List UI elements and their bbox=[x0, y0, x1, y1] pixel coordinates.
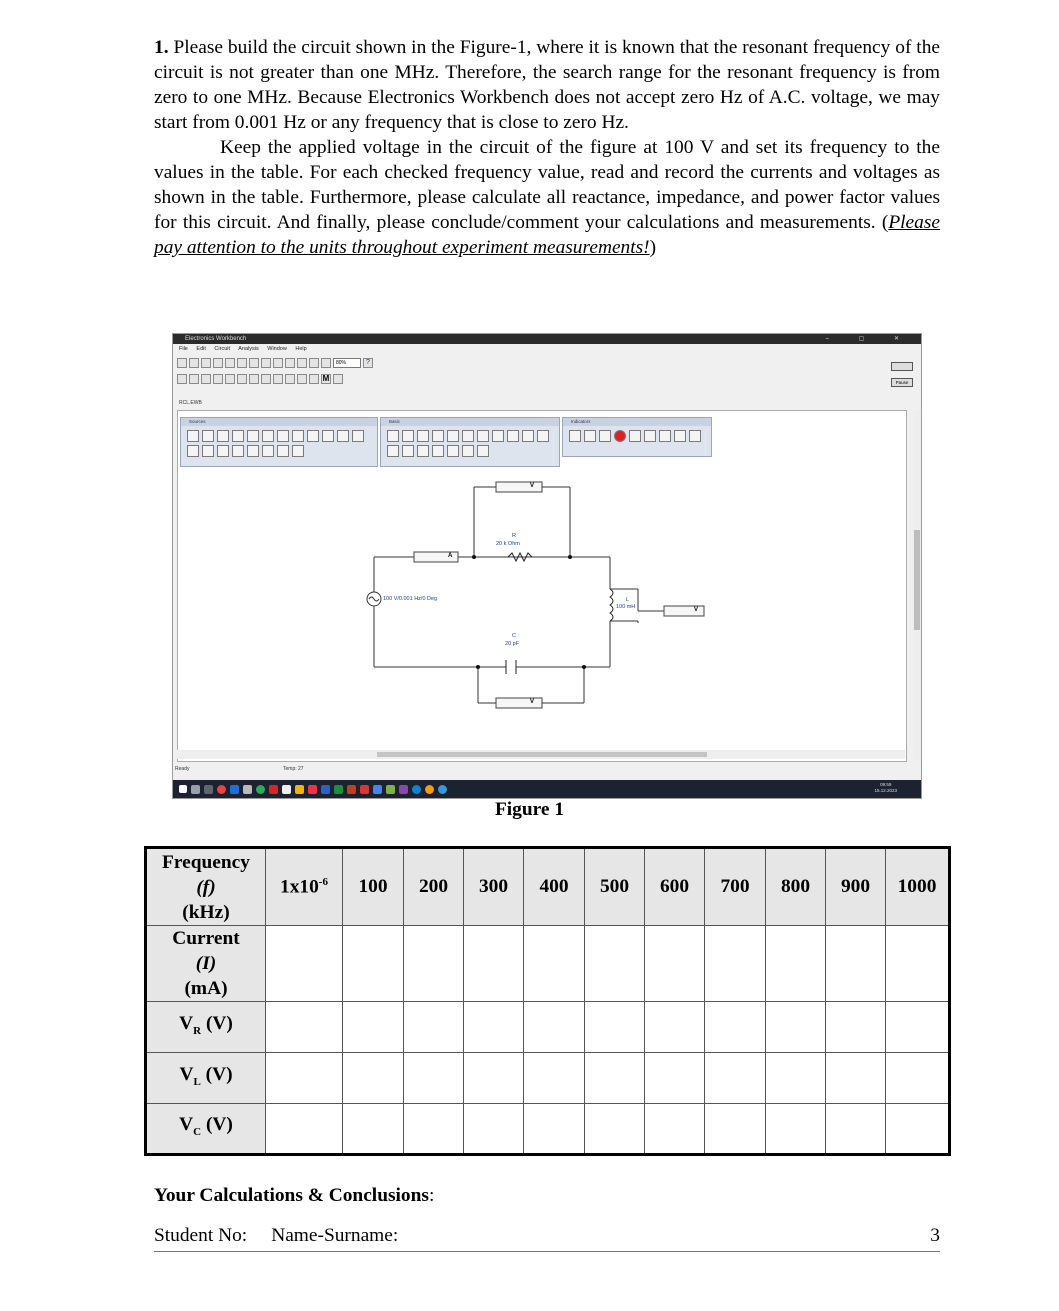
vl-input-cell[interactable] bbox=[266, 1053, 343, 1104]
voltmeter-c-label: V bbox=[530, 699, 535, 705]
menu-circuit[interactable]: Circuit bbox=[214, 346, 231, 352]
help-icon[interactable]: ? bbox=[363, 358, 373, 368]
start-icon[interactable] bbox=[179, 785, 187, 793]
app-icon-12[interactable] bbox=[425, 785, 434, 794]
menu-edit[interactable]: Edit bbox=[196, 346, 206, 352]
app-icon-6[interactable] bbox=[295, 785, 304, 794]
app-icon-9[interactable] bbox=[373, 785, 382, 794]
analog-ic-icon[interactable] bbox=[237, 374, 247, 384]
app-icon-3[interactable] bbox=[256, 785, 265, 794]
digital-ic-icon[interactable] bbox=[261, 374, 271, 384]
search-icon[interactable] bbox=[191, 785, 200, 794]
parts-bin-icon[interactable] bbox=[177, 374, 187, 384]
app-title-bar bbox=[173, 334, 921, 344]
vr-input-cell[interactable] bbox=[886, 1002, 950, 1053]
current-input-cell[interactable] bbox=[524, 926, 585, 1002]
temperature-text: Temp: 27 bbox=[283, 766, 304, 772]
app-icon-13[interactable] bbox=[438, 785, 447, 794]
vc-input-cell[interactable] bbox=[404, 1104, 464, 1155]
app-icon-4[interactable] bbox=[269, 785, 278, 794]
zoom-in-icon[interactable] bbox=[309, 358, 319, 368]
circuit-filename: RCL.EWB bbox=[179, 400, 202, 406]
inductor-value: 100 mH bbox=[616, 604, 636, 610]
flip-icon[interactable] bbox=[273, 358, 283, 368]
menu-bar bbox=[173, 344, 921, 354]
vl-input-cell[interactable] bbox=[585, 1053, 645, 1104]
clock-date: 15.12.2023 bbox=[874, 788, 897, 793]
conclusions-heading: Your Calculations & Conclusions: bbox=[154, 1185, 435, 1206]
app-icon-8[interactable] bbox=[321, 785, 330, 794]
instruction-paragraph-2: Keep the applied voltage in the circuit of the figure at 100 V and set its frequency to the values in the table. For each checked frequency value, read and record the currents and voltages as shown in the table. Furthermore, please calculate all reactance, impedance, and power factor values for this circuit. And finally, please conclude/comment your calculations and measurements. ( bbox=[154, 137, 940, 233]
current-input-cell[interactable] bbox=[464, 926, 524, 1002]
vc-input-cell[interactable] bbox=[266, 1104, 343, 1155]
basic-palette-title: Basic bbox=[381, 418, 559, 426]
figure-caption: Figure 1 bbox=[494, 799, 565, 820]
instruments-icon[interactable] bbox=[333, 374, 343, 384]
chrome-icon[interactable] bbox=[217, 785, 226, 794]
powerpoint-icon[interactable] bbox=[347, 785, 356, 794]
logic-gates-icon[interactable] bbox=[273, 374, 283, 384]
page-number: 3 bbox=[930, 1225, 940, 1246]
sources-palette-title: Sources bbox=[181, 418, 377, 426]
print-icon[interactable] bbox=[213, 358, 223, 368]
vl-input-cell[interactable] bbox=[766, 1053, 826, 1104]
vr-input-cell[interactable] bbox=[645, 1002, 705, 1053]
current-input-cell[interactable] bbox=[343, 926, 404, 1002]
vr-input-cell[interactable] bbox=[766, 1002, 826, 1053]
vl-input-cell[interactable] bbox=[343, 1053, 404, 1104]
graph-icon[interactable] bbox=[297, 358, 307, 368]
vl-input-cell[interactable] bbox=[464, 1053, 524, 1104]
open-file-icon[interactable] bbox=[189, 358, 199, 368]
vertical-scrollbar[interactable] bbox=[913, 410, 921, 760]
current-input-cell[interactable] bbox=[826, 926, 886, 1002]
copy-icon[interactable] bbox=[237, 358, 247, 368]
app-icon-7[interactable] bbox=[308, 785, 317, 794]
menu-window[interactable]: Window bbox=[267, 346, 287, 352]
vc-header: $V_C$ (V) bbox=[146, 1104, 266, 1155]
page-footer bbox=[154, 1225, 940, 1252]
current-input-cell[interactable] bbox=[886, 926, 950, 1002]
digital-icon[interactable] bbox=[285, 374, 295, 384]
instruction-text bbox=[154, 35, 940, 260]
inductor-symbol bbox=[610, 589, 613, 621]
workbench-screenshot bbox=[172, 333, 922, 799]
vr-header: $V_R$ (V) bbox=[146, 1002, 266, 1053]
menu-analysis[interactable]: Analysis bbox=[238, 346, 259, 352]
vr-input-cell[interactable] bbox=[266, 1002, 343, 1053]
voltmeter-r bbox=[496, 482, 542, 492]
vr-input-cell[interactable] bbox=[464, 1002, 524, 1053]
freq-cell: 500 bbox=[585, 848, 645, 926]
resistor-value: 20 k Ohm bbox=[496, 541, 520, 547]
vr-input-cell[interactable] bbox=[343, 1002, 404, 1053]
inductor-name: L bbox=[626, 597, 630, 603]
current-input-cell[interactable] bbox=[585, 926, 645, 1002]
mixed-ic-icon[interactable] bbox=[249, 374, 259, 384]
vl-input-cell[interactable] bbox=[826, 1053, 886, 1104]
horizontal-scrollbar[interactable] bbox=[177, 750, 905, 759]
zoom-out-icon[interactable] bbox=[321, 358, 331, 368]
current-input-cell[interactable] bbox=[266, 926, 343, 1002]
status-text: Ready bbox=[175, 766, 190, 772]
vr-input-cell[interactable] bbox=[524, 1002, 585, 1053]
vl-input-cell[interactable] bbox=[705, 1053, 766, 1104]
freq-cell: 900 bbox=[826, 848, 886, 926]
freq-cell: 1000 bbox=[886, 848, 950, 926]
app-icon-2[interactable] bbox=[243, 785, 252, 794]
indicators-palette-title: Indicators bbox=[563, 418, 711, 426]
current-input-cell[interactable] bbox=[766, 926, 826, 1002]
vc-input-cell[interactable] bbox=[645, 1104, 705, 1155]
vl-input-cell[interactable] bbox=[645, 1053, 705, 1104]
rotate-icon[interactable] bbox=[261, 358, 271, 368]
current-input-cell[interactable] bbox=[645, 926, 705, 1002]
units-note: Please pay attention to the units throughout experiment measurements! bbox=[154, 212, 940, 258]
vc-input-cell[interactable] bbox=[705, 1104, 766, 1155]
vr-input-cell[interactable] bbox=[826, 1002, 886, 1053]
vc-input-cell[interactable] bbox=[464, 1104, 524, 1155]
excel-icon[interactable] bbox=[334, 785, 343, 794]
name-surname-label: Name-Surname: bbox=[271, 1225, 399, 1246]
voltmeter-r-label: V bbox=[530, 483, 535, 489]
vc-input-cell[interactable] bbox=[826, 1104, 886, 1155]
app-icon-10[interactable] bbox=[386, 785, 395, 794]
app-icon-5[interactable] bbox=[282, 785, 291, 794]
freq-cell: 600 bbox=[645, 848, 705, 926]
freq-cell: 100 bbox=[343, 848, 404, 926]
measurement-table bbox=[144, 846, 951, 1156]
vr-input-cell[interactable] bbox=[705, 1002, 766, 1053]
vl-input-cell[interactable] bbox=[886, 1053, 950, 1104]
window-controls[interactable]: – ▢ ✕ bbox=[825, 336, 913, 342]
toolbar-parts bbox=[177, 372, 917, 386]
sources-icon[interactable] bbox=[189, 374, 199, 384]
circuit-diagram bbox=[178, 411, 906, 761]
task-view-icon[interactable] bbox=[204, 785, 213, 794]
app-title: Electronics Workbench bbox=[185, 336, 247, 342]
edge-icon[interactable] bbox=[412, 785, 421, 794]
freq-cell: $1x10^{-6}$ bbox=[266, 848, 343, 926]
instruction-paragraph-2-end: ) bbox=[649, 237, 657, 258]
frequency-row bbox=[146, 848, 950, 926]
misc-icon[interactable]: M bbox=[322, 374, 330, 383]
current-input-cell[interactable] bbox=[705, 926, 766, 1002]
freq-cell: 700 bbox=[705, 848, 766, 926]
source-label: 100 V/0.001 Hz/0 Deg bbox=[383, 596, 438, 602]
cut-icon[interactable] bbox=[225, 358, 235, 368]
ammeter-label: A bbox=[448, 553, 453, 559]
vl-header: $V_L$ (V) bbox=[146, 1053, 266, 1104]
voltmeter-l-label: V bbox=[694, 607, 699, 613]
clock-time: 09:59 bbox=[880, 782, 892, 787]
vr-row bbox=[146, 1002, 950, 1053]
power-switch[interactable] bbox=[891, 362, 913, 371]
vl-input-cell[interactable] bbox=[404, 1053, 464, 1104]
diodes-icon[interactable] bbox=[213, 374, 223, 384]
instruction-paragraph-1: Please build the circuit shown in the Figure-1, where it is known that the resonant frequency of the circuit is not greater than one MHz. Therefore, the search range for the resonant frequency is from zero to one MHz. Because Electronics Workbench does not accept zero Hz of A.C. voltage, we may start from 0.001 Hz or any frequency that is close to zero Hz. bbox=[154, 37, 940, 133]
vc-input-cell[interactable] bbox=[524, 1104, 585, 1155]
app-icon-11[interactable] bbox=[399, 785, 408, 794]
current-header: Current (I) (mA) bbox=[146, 926, 266, 1002]
capacitor-value: 20 pF bbox=[505, 641, 520, 647]
app-icon-1[interactable] bbox=[230, 785, 239, 794]
pdf-icon[interactable] bbox=[360, 785, 369, 794]
student-no-label: Student No: bbox=[154, 1225, 248, 1246]
paste-icon[interactable] bbox=[249, 358, 259, 368]
resistor-name: R bbox=[512, 533, 516, 539]
menu-file[interactable]: File bbox=[179, 346, 188, 352]
vr-input-cell[interactable] bbox=[585, 1002, 645, 1053]
freq-cell: 800 bbox=[766, 848, 826, 926]
taskbar-clock[interactable] bbox=[874, 782, 897, 794]
transistors-icon[interactable] bbox=[225, 374, 235, 384]
save-icon[interactable] bbox=[201, 358, 211, 368]
zoom-select[interactable]: 80% bbox=[333, 358, 361, 368]
new-file-icon[interactable] bbox=[177, 358, 187, 368]
menu-help[interactable]: Help bbox=[295, 346, 307, 352]
freq-cell: 300 bbox=[464, 848, 524, 926]
frequency-header: Frequency (f) (kHz) bbox=[146, 848, 266, 926]
capacitor-name: C bbox=[512, 633, 516, 639]
vc-input-cell[interactable] bbox=[886, 1104, 950, 1155]
indicators-icon[interactable] bbox=[297, 374, 307, 384]
vc-input-cell[interactable] bbox=[766, 1104, 826, 1155]
basic-icon[interactable] bbox=[201, 374, 211, 384]
voltmeter-c bbox=[496, 698, 542, 708]
freq-cell: 200 bbox=[404, 848, 464, 926]
current-input-cell[interactable] bbox=[404, 926, 464, 1002]
vl-input-cell[interactable] bbox=[524, 1053, 585, 1104]
question-number: 1. bbox=[154, 37, 169, 58]
vc-input-cell[interactable] bbox=[343, 1104, 404, 1155]
pause-button[interactable]: Pause bbox=[891, 378, 913, 387]
freq-cell: 400 bbox=[524, 848, 585, 926]
controls-icon[interactable] bbox=[309, 374, 319, 384]
windows-taskbar bbox=[173, 780, 921, 798]
vr-input-cell[interactable] bbox=[404, 1002, 464, 1053]
vc-input-cell[interactable] bbox=[585, 1104, 645, 1155]
current-row bbox=[146, 926, 950, 1002]
vc-row bbox=[146, 1104, 950, 1155]
circuit-workspace[interactable] bbox=[177, 410, 907, 762]
vl-row bbox=[146, 1053, 950, 1104]
toolbar-main bbox=[177, 356, 917, 370]
subcircuit-icon[interactable] bbox=[285, 358, 295, 368]
